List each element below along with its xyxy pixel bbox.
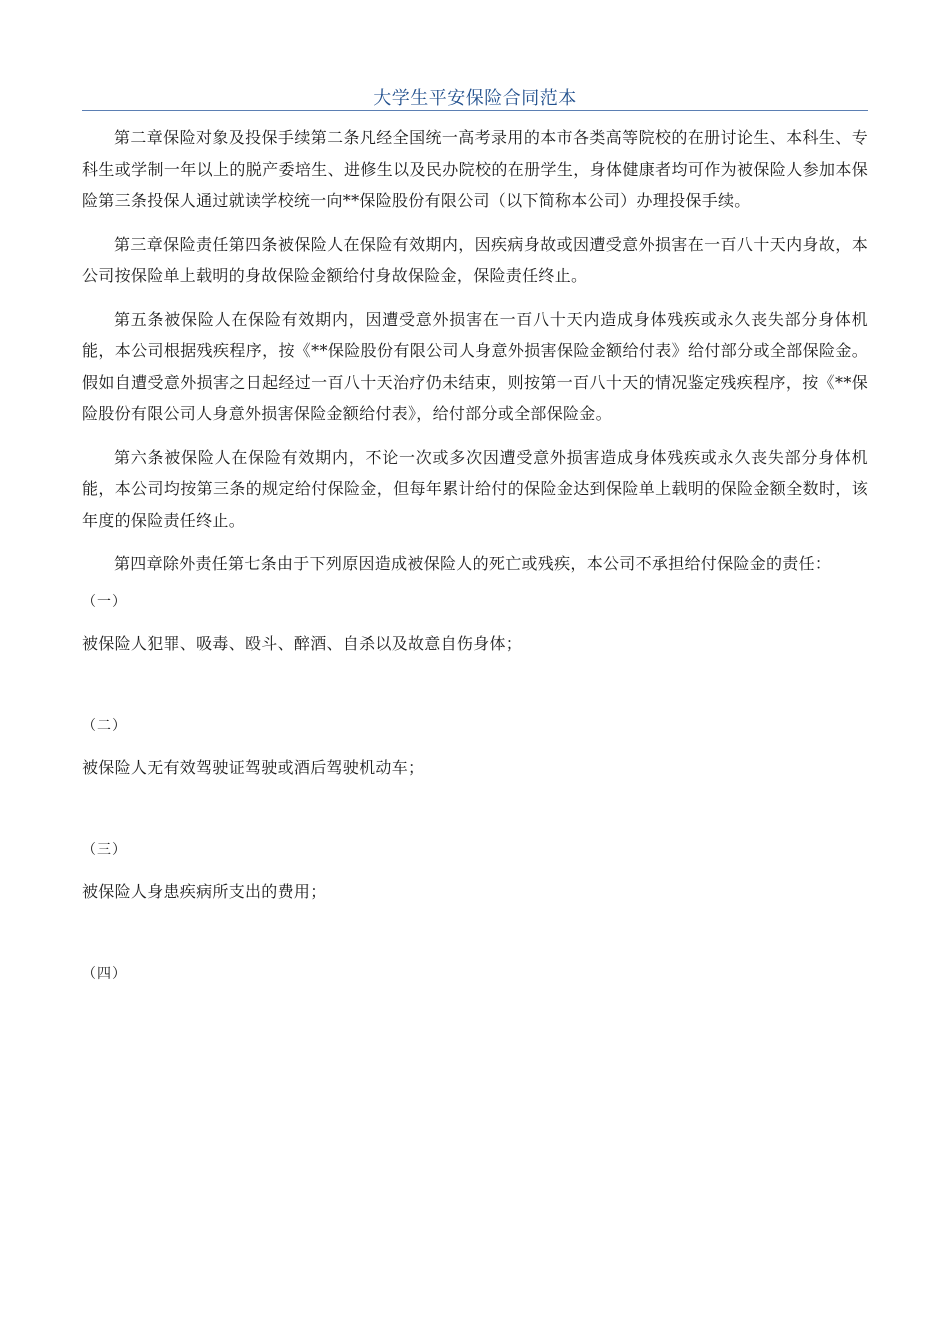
paragraph: 第四章除外责任第七条由于下列原因造成被保险人的死亡或残疾，本公司不承担给付保险金的责任： [114,554,832,573]
paragraph: 第三章保险责任第四条被保险人在保险有效期内，因疾病身故或因遭受意外损害在一百八十天内身故，本公司按保险单上载明的身故保险金额给付身故保险金，保险责任终止。 [82,234,868,285]
list-item-text: 被保险人身患疾病所支出的费用； [82,881,327,901]
list-item-label: （二） [82,717,127,734]
list-item-label: （三） [82,841,127,858]
document-header [82,80,868,111]
paragraph: 第五条被保险人在保险有效期内，因遭受意外损害在一百八十天内造成身体残疾或永久丧失部分身体机能，本公司根据残疾程序，按《**保险股份有限公司人身意外损害保险金额给付表》给付部分或全部保险金。假如自遭受意外损害之日起经过一百八十天治疗仍未结束，则按第一百八十天的情况鉴定残疾程序，按《**保险股份有限公司人身意外损害保险金额给付表》，给付部分或全部保险金。 [82,309,868,423]
document-body [82,122,868,984]
list-item-text: 被保险人犯罪、吸毒、殴斗、醉酒、自杀以及故意自伤身体； [82,633,523,653]
list-item-text: 被保险人无有效驾驶证驾驶或酒后驾驶机动车； [82,757,425,777]
document-title: 大学生平安保险合同范本 [373,88,577,109]
paragraph: 第二章保险对象及投保手续第二条凡经全国统一高考录用的本市各类高等院校的在册讨论生、本科生、专科生或学制一年以上的脱产委培生、进修生以及民办院校的在册学生，身体健康者均可作为被保险人参加本保险第三条投保人通过就读学校统一向**保险股份有限公司（以下简称本公司）办理投保手续。 [82,128,868,210]
list-item-label: （一） [82,593,127,610]
list-item-label: （四） [82,965,127,982]
paragraph: 第六条被保险人在保险有效期内，不论一次或多次因遭受意外损害造成身体残疾或永久丧失部分身体机能，本公司均按第三条的规定给付保险金，但每年累计给付的保险金达到保险单上载明的保险金额全数时，该年度的保险责任终止。 [82,447,868,530]
